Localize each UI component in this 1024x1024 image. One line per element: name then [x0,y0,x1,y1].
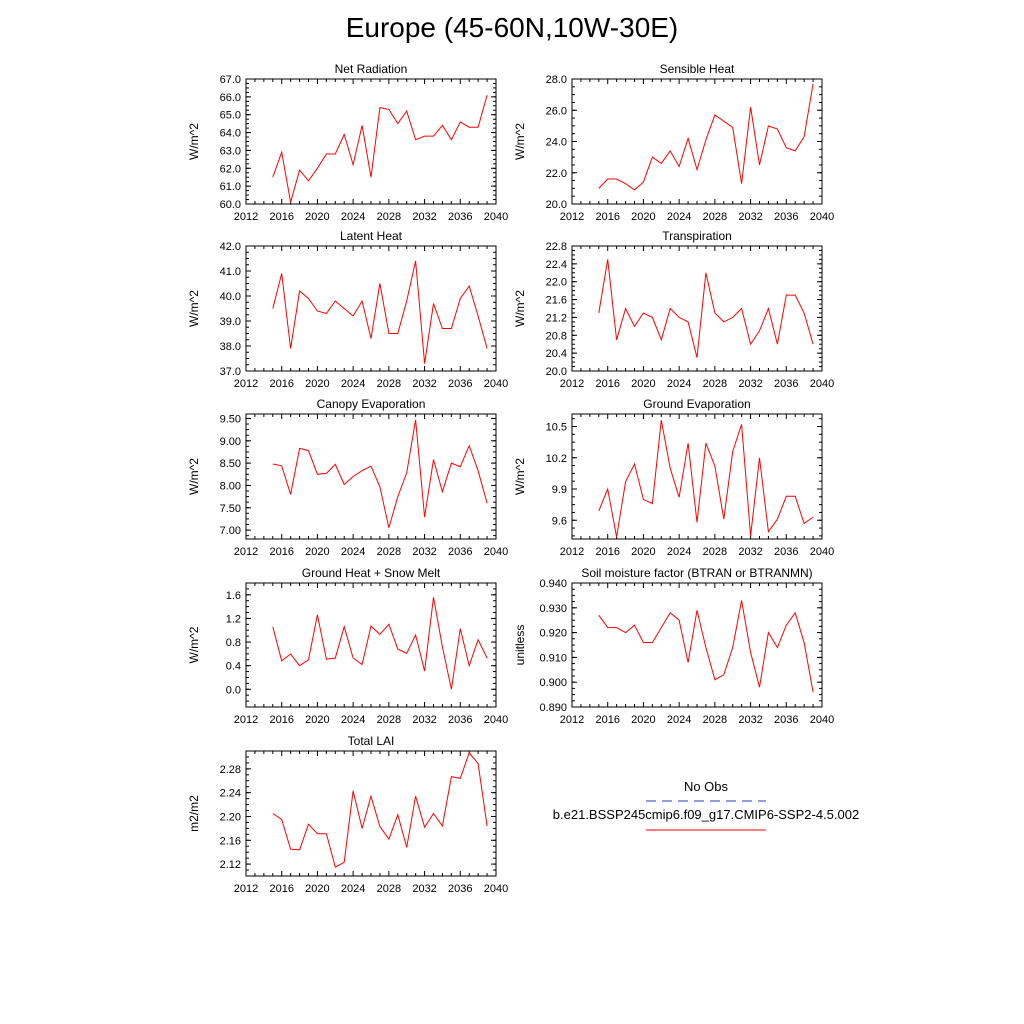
y-axis-label: m2/m2 [187,795,201,832]
page-title: Europe (45-60N,10W-30E) [345,12,679,43]
x-tick-label: 2040 [483,211,509,223]
x-tick-label: 2032 [412,211,437,223]
y-tick-label: 7.50 [219,502,241,515]
x-tick-label: 2016 [595,546,620,558]
x-tick-label: 2024 [340,546,366,558]
y-tick-label: 10.2 [545,452,567,465]
x-tick-label: 2028 [376,714,402,726]
chart-title: Net Radiation [334,62,408,76]
plot-frame [246,246,496,371]
y-axis-label: W/m^2 [187,123,201,160]
y-tick-label: 40.0 [219,291,241,303]
y-tick-label: 67.0 [219,74,241,86]
y-tick-label: 28.0 [545,74,567,86]
chart-title: Transpiration [662,229,732,243]
y-axis-label: W/m^2 [187,290,201,327]
chart-panel-5 [187,397,508,558]
x-tick-label: 2028 [376,211,402,223]
chart-panel-2 [513,62,834,223]
x-tick-label: 2024 [340,883,366,895]
x-tick-label: 2036 [448,378,473,390]
y-tick-label: 8.50 [219,458,241,471]
y-axis-label: W/m^2 [513,123,527,160]
x-tick-label: 2016 [595,211,620,223]
y-tick-label: 60.0 [219,199,241,211]
chart-title: Soil moisture factor (BTRAN or BTRANMN) [581,566,813,580]
x-tick-label: 2032 [738,211,763,223]
y-tick-label: 1.6 [225,589,241,602]
x-tick-label: 2016 [269,714,294,726]
chart-panel-8 [513,566,834,726]
series-line [599,420,813,537]
y-tick-label: 61.0 [219,181,241,194]
y-tick-label: 9.6 [551,515,567,528]
x-tick-label: 2036 [774,714,799,726]
chart-panel-7 [187,566,508,726]
y-axis-label: unitless [513,624,527,666]
chart-title: Ground Heat + Snow Melt [301,566,441,580]
y-tick-label: 66.0 [219,91,241,104]
x-tick-label: 2040 [483,714,509,726]
x-tick-label: 2028 [702,714,728,726]
x-tick-label: 2016 [269,883,294,895]
y-axis-label: W/m^2 [187,458,201,495]
y-tick-label: 20.8 [545,330,567,343]
plot-frame [246,751,496,876]
x-tick-label: 2024 [666,211,692,223]
x-tick-label: 2040 [483,378,509,390]
x-tick-label: 2020 [305,211,330,223]
x-tick-label: 2036 [774,546,799,558]
x-tick-label: 2020 [305,883,330,895]
y-axis-label: W/m^2 [513,458,527,495]
x-tick-label: 2024 [666,546,692,558]
y-tick-label: 0.0 [225,684,241,697]
x-tick-label: 2020 [305,546,330,558]
y-tick-label: 0.940 [539,578,567,590]
y-tick-label: 20.4 [545,348,567,361]
x-tick-label: 2032 [738,378,763,390]
y-tick-label: 63.0 [219,145,241,158]
y-tick-label: 22.8 [545,241,567,253]
x-tick-label: 2040 [809,546,835,558]
x-tick-label: 2016 [269,378,294,390]
y-tick-label: 0.920 [539,627,567,640]
y-tick-label: 24.0 [545,136,567,149]
x-tick-label: 2016 [269,546,294,558]
x-tick-label: 2028 [376,546,402,558]
y-tick-label: 9.9 [551,484,567,496]
y-tick-label: 22.0 [545,167,567,180]
series-line [273,597,487,689]
chart-title: Canopy Evaporation [316,397,426,411]
series-line [599,259,813,357]
plot-frame [246,583,496,707]
x-tick-label: 2028 [376,883,402,895]
y-axis-label: W/m^2 [513,290,527,327]
x-tick-label: 2032 [412,714,437,726]
y-tick-label: 62.0 [219,163,241,176]
x-tick-label: 2012 [559,378,585,390]
x-tick-label: 2020 [305,714,330,726]
y-tick-label: 2.24 [219,787,241,800]
series-line [273,753,487,867]
y-tick-label: 21.2 [545,312,567,325]
y-tick-label: 42.0 [219,241,241,253]
x-tick-label: 2020 [631,546,656,558]
chart-panel-6 [513,397,834,558]
x-tick-label: 2028 [702,546,728,558]
series-line [273,420,487,528]
y-tick-label: 0.4 [225,660,241,673]
chart-title: Latent Heat [339,229,403,243]
x-tick-label: 2024 [340,714,366,726]
x-tick-label: 2032 [412,378,437,390]
y-tick-label: 0.900 [539,677,567,690]
x-tick-label: 2040 [809,714,835,726]
x-tick-label: 2028 [376,378,402,390]
x-tick-label: 2012 [559,211,585,223]
x-tick-label: 2040 [809,211,835,223]
chart-panel-3 [187,229,508,390]
x-tick-label: 2012 [233,714,259,726]
x-tick-label: 2012 [559,714,585,726]
y-axis-label: W/m^2 [187,626,201,664]
x-tick-label: 2012 [559,546,585,558]
x-tick-label: 2020 [631,378,656,390]
y-tick-label: 2.20 [219,811,241,824]
y-tick-label: 22.0 [545,276,567,289]
chart-panel-4 [513,229,834,390]
x-tick-label: 2020 [631,714,656,726]
x-tick-label: 2016 [595,714,620,726]
x-tick-label: 2040 [483,883,509,895]
y-tick-label: 22.4 [545,258,567,271]
chart-title: Ground Evaporation [643,397,751,411]
y-tick-label: 0.890 [539,702,567,714]
x-tick-label: 2036 [448,883,473,895]
x-tick-label: 2036 [774,378,799,390]
x-tick-label: 2036 [774,211,799,223]
plot-frame [246,79,496,204]
y-tick-label: 0.8 [225,637,241,650]
y-tick-label: 2.16 [219,835,241,848]
x-tick-label: 2040 [483,546,509,558]
y-tick-label: 20.0 [545,366,567,378]
y-tick-label: 8.00 [219,480,241,493]
y-tick-label: 1.2 [225,613,241,626]
x-tick-label: 2032 [738,714,763,726]
y-tick-label: 9.50 [219,413,241,426]
y-tick-label: 37.0 [219,366,241,378]
legend-case-label: b.e21.BSSP245cmip6.f09_g17.CMIP6-SSP2-4.5.002 [552,807,860,822]
chart-title: Total LAI [347,734,395,748]
series-line [273,95,487,202]
chart-panel-1 [187,62,508,223]
y-tick-label: 0.930 [539,602,567,615]
x-tick-label: 2024 [666,378,692,390]
chart-panel-9 [187,734,508,895]
y-tick-label: 26.0 [545,105,567,118]
y-tick-label: 20.0 [545,199,567,211]
x-tick-label: 2012 [233,378,259,390]
y-tick-label: 9.00 [219,435,241,448]
legend-obs-label: No Obs [683,779,729,794]
y-tick-label: 38.0 [219,341,241,353]
x-tick-label: 2020 [305,378,330,390]
series-line [599,84,813,190]
x-tick-label: 2016 [269,211,294,223]
y-tick-label: 2.28 [219,763,241,776]
x-tick-label: 2040 [809,378,835,390]
x-tick-label: 2032 [412,883,437,895]
x-tick-label: 2028 [702,378,728,390]
x-tick-label: 2016 [595,378,620,390]
x-tick-label: 2032 [412,546,437,558]
series-line [273,261,487,364]
y-tick-label: 0.910 [539,652,567,665]
x-tick-label: 2012 [233,211,259,223]
x-tick-label: 2036 [448,546,473,558]
chart-title: Sensible Heat [659,62,735,76]
x-tick-label: 2028 [702,211,728,223]
y-tick-label: 10.5 [545,421,567,434]
x-tick-label: 2024 [340,378,366,390]
x-tick-label: 2032 [738,546,763,558]
y-tick-label: 41.0 [219,266,241,278]
x-tick-label: 2024 [666,714,692,726]
series-line [599,600,813,692]
y-tick-label: 2.12 [219,859,241,872]
x-tick-label: 2012 [233,546,259,558]
y-tick-label: 65.0 [219,109,241,122]
plot-frame [572,246,822,371]
x-tick-label: 2012 [233,883,259,895]
x-tick-label: 2020 [631,211,656,223]
y-tick-label: 7.00 [219,525,241,538]
plot-frame [246,414,496,539]
y-tick-label: 21.6 [545,294,567,307]
x-tick-label: 2036 [448,714,473,726]
plot-frame [572,79,822,204]
y-tick-label: 39.0 [219,316,241,328]
x-tick-label: 2036 [448,211,473,223]
y-tick-label: 64.0 [219,127,241,140]
plot-frame [572,583,822,707]
x-tick-label: 2024 [340,211,366,223]
